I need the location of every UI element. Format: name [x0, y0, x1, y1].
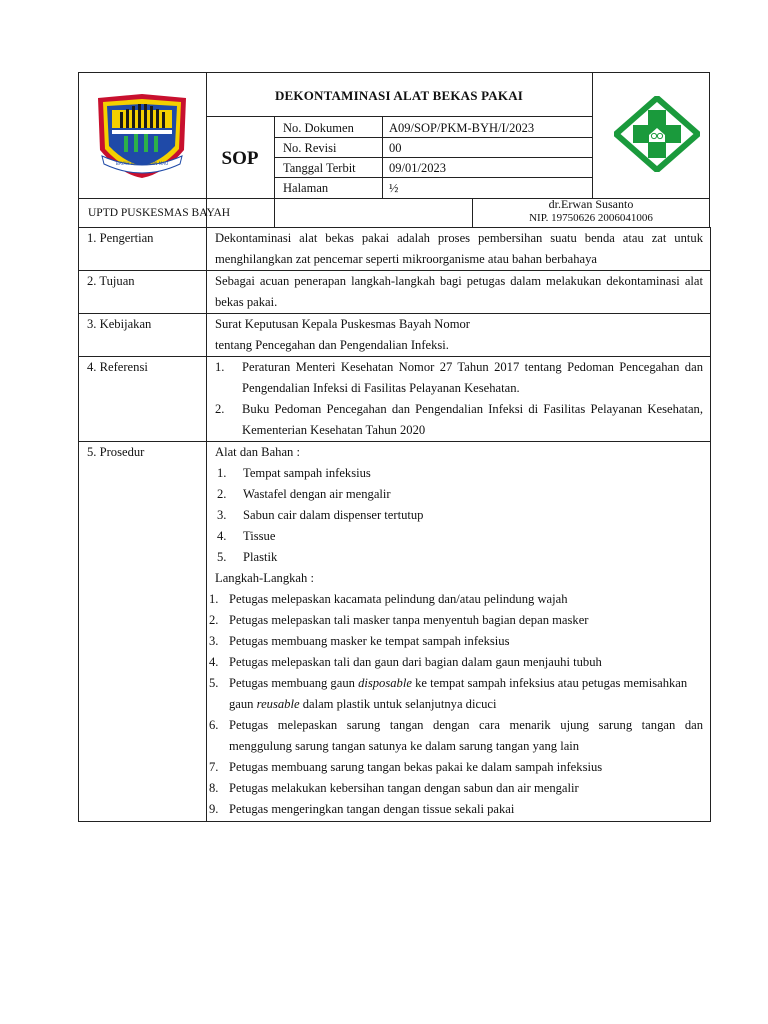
step-item — [209, 757, 703, 778]
section-label: 1. Pengertian — [79, 228, 207, 271]
step-item — [209, 715, 703, 757]
field-value-no-revisi: 00 — [389, 141, 402, 155]
list-number: 2. — [215, 402, 225, 416]
list-number: 5. — [217, 550, 227, 564]
section-text: Dekontaminasi alat bekas pakai adalah proses pembersihan suatu benda atau zat untuk menghilangkan zat pencemar seperti mikroorganisme atau bahan berbahaya — [207, 228, 711, 271]
header-divider — [274, 198, 275, 228]
list-number: 1. — [217, 466, 227, 480]
signer-name: dr.Erwan Susanto — [548, 197, 634, 211]
section-body — [207, 357, 711, 442]
list-item — [215, 357, 703, 399]
field-value-halaman: ½ — [389, 181, 399, 195]
step-text: Petugas membuang sarung tangan bekas pakai ke dalam sampah infeksius — [229, 760, 603, 774]
header-divider — [274, 177, 592, 178]
step-text-italic: disposable — [358, 676, 412, 690]
step-number: 5. — [209, 676, 219, 690]
list-text: Tissue — [243, 529, 276, 543]
field-value-tanggal-terbit: 09/01/2023 — [389, 161, 446, 175]
header-divider — [206, 116, 592, 117]
list-item — [215, 505, 703, 526]
step-number: 7. — [209, 760, 219, 774]
langkah-heading: Langkah-Langkah : — [215, 571, 314, 585]
step-number: 4. — [209, 655, 219, 669]
section-label: 4. Referensi — [79, 357, 207, 442]
step-number: 3. — [209, 634, 219, 648]
list-item — [215, 484, 703, 505]
header-divider — [274, 137, 592, 138]
step-number: 2. — [209, 613, 219, 627]
list-item — [215, 399, 703, 441]
step-text-part: Petugas membuang gaun — [229, 676, 359, 690]
section-row-tujuan — [79, 271, 711, 314]
list-text: Tempat sampah infeksius — [243, 466, 371, 480]
step-item — [209, 778, 703, 799]
step-text-part: dalam plastik untuk selanjutnya dicuci — [299, 697, 497, 711]
institution-name: UPTD PUSKESMAS BAYAH — [88, 207, 231, 219]
step-number: 1. — [209, 592, 219, 606]
section-text: Sebagai acuan penerapan langkah-langkah bagi petugas dalam melakukan dekontaminasi alat bekas pakai. — [207, 271, 711, 314]
field-value-no-dokumen: A09/SOP/PKM-BYH/I/2023 — [389, 121, 535, 135]
list-item — [215, 463, 703, 484]
list-text: Wastafel dengan air mengalir — [243, 487, 391, 501]
alat-heading: Alat dan Bahan : — [215, 445, 300, 459]
step-text: Petugas melepaskan kacamata pelindung dan/atau pelindung wajah — [229, 592, 568, 606]
step-number: 8. — [209, 781, 219, 795]
field-label-tanggal-terbit: Tanggal Terbit — [283, 161, 356, 175]
sop-label: SOP — [221, 148, 259, 169]
sop-content-table — [78, 227, 711, 822]
kebijakan-line: tentang Pencegahan dan Pengendalian Infeksi. — [215, 338, 449, 352]
regency-crest-logo — [94, 94, 190, 180]
step-number: 6. — [209, 718, 219, 732]
section-body — [207, 314, 711, 357]
list-number: 4. — [217, 529, 227, 543]
signer-nip: NIP. 19750626 2006041006 — [529, 212, 653, 224]
step-item — [209, 589, 703, 610]
list-text: Buku Pedoman Pencegahan dan Pengendalian Infeksi di Fasilitas Pelayanan Kesehatan, Kementerian Kesehatan Tahun 2020 — [242, 402, 703, 437]
list-number: 3. — [217, 508, 227, 522]
section-body — [207, 442, 711, 822]
section-row-kebijakan — [79, 314, 711, 357]
list-item — [215, 526, 703, 547]
list-number: 1. — [215, 360, 225, 374]
header-divider — [592, 72, 593, 198]
step-text — [229, 673, 703, 715]
section-label: 5. Prosedur — [79, 442, 207, 822]
step-text: Petugas melepaskan sarung tangan dengan cara menarik ujung sarung tangan dan menggulung sarung tangan satunya ke dalam sarung tangan yang lain — [229, 718, 703, 753]
section-row-referensi — [79, 357, 711, 442]
step-text: Petugas melepaskan tali dan gaun dari bagian dalam gaun menjauhi tubuh — [229, 655, 602, 669]
section-row-prosedur — [79, 442, 711, 822]
step-item — [209, 673, 703, 715]
step-text: Petugas mengeringkan tangan dengan tissue sekali pakai — [229, 802, 515, 816]
kebijakan-line: Surat Keputusan Kepala Puskesmas Bayah Nomor — [215, 317, 470, 331]
step-text: Petugas melakukan kebersihan tangan dengan sabun dan air mengalir — [229, 781, 579, 795]
sop-header — [78, 72, 710, 229]
list-number: 2. — [217, 487, 227, 501]
step-number: 9. — [209, 802, 219, 816]
list-item — [215, 547, 703, 568]
step-item — [209, 610, 703, 631]
list-text: Sabun cair dalam dispenser tertutup — [243, 508, 424, 522]
field-label-no-dokumen: No. Dokumen — [283, 121, 354, 135]
step-text: Petugas melepaskan tali masker tanpa menyentuh bagian depan masker — [229, 613, 589, 627]
list-text: Plastik — [243, 550, 278, 564]
field-label-halaman: Halaman — [283, 181, 329, 195]
step-text-part: ke tempat sampah infeksius atau petugas memisahkan gaun — [229, 676, 688, 711]
puskesmas-logo — [614, 96, 700, 172]
step-item — [209, 799, 703, 820]
step-item — [209, 652, 703, 673]
svg-text:BAYAH AMAN UMAN MAU: BAYAH AMAN UMAN MAU — [115, 161, 169, 166]
document-title: DEKONTAMINASI ALAT BEKAS PAKAI — [274, 88, 524, 103]
header-divider — [274, 157, 592, 158]
step-item — [209, 631, 703, 652]
step-text-italic: reusable — [256, 697, 300, 711]
step-text: Petugas membuang masker ke tempat sampah infeksius — [229, 634, 510, 648]
section-label: 3. Kebijakan — [79, 314, 207, 357]
field-label-no-revisi: No. Revisi — [283, 141, 337, 155]
section-row-pengertian — [79, 228, 711, 271]
section-label: 2. Tujuan — [79, 271, 207, 314]
list-text: Peraturan Menteri Kesehatan Nomor 27 Tahun 2017 tentang Pedoman Pencegahan dan Pengendalian Infeksi di Fasilitas Pelayanan Kesehatan. — [242, 360, 703, 395]
